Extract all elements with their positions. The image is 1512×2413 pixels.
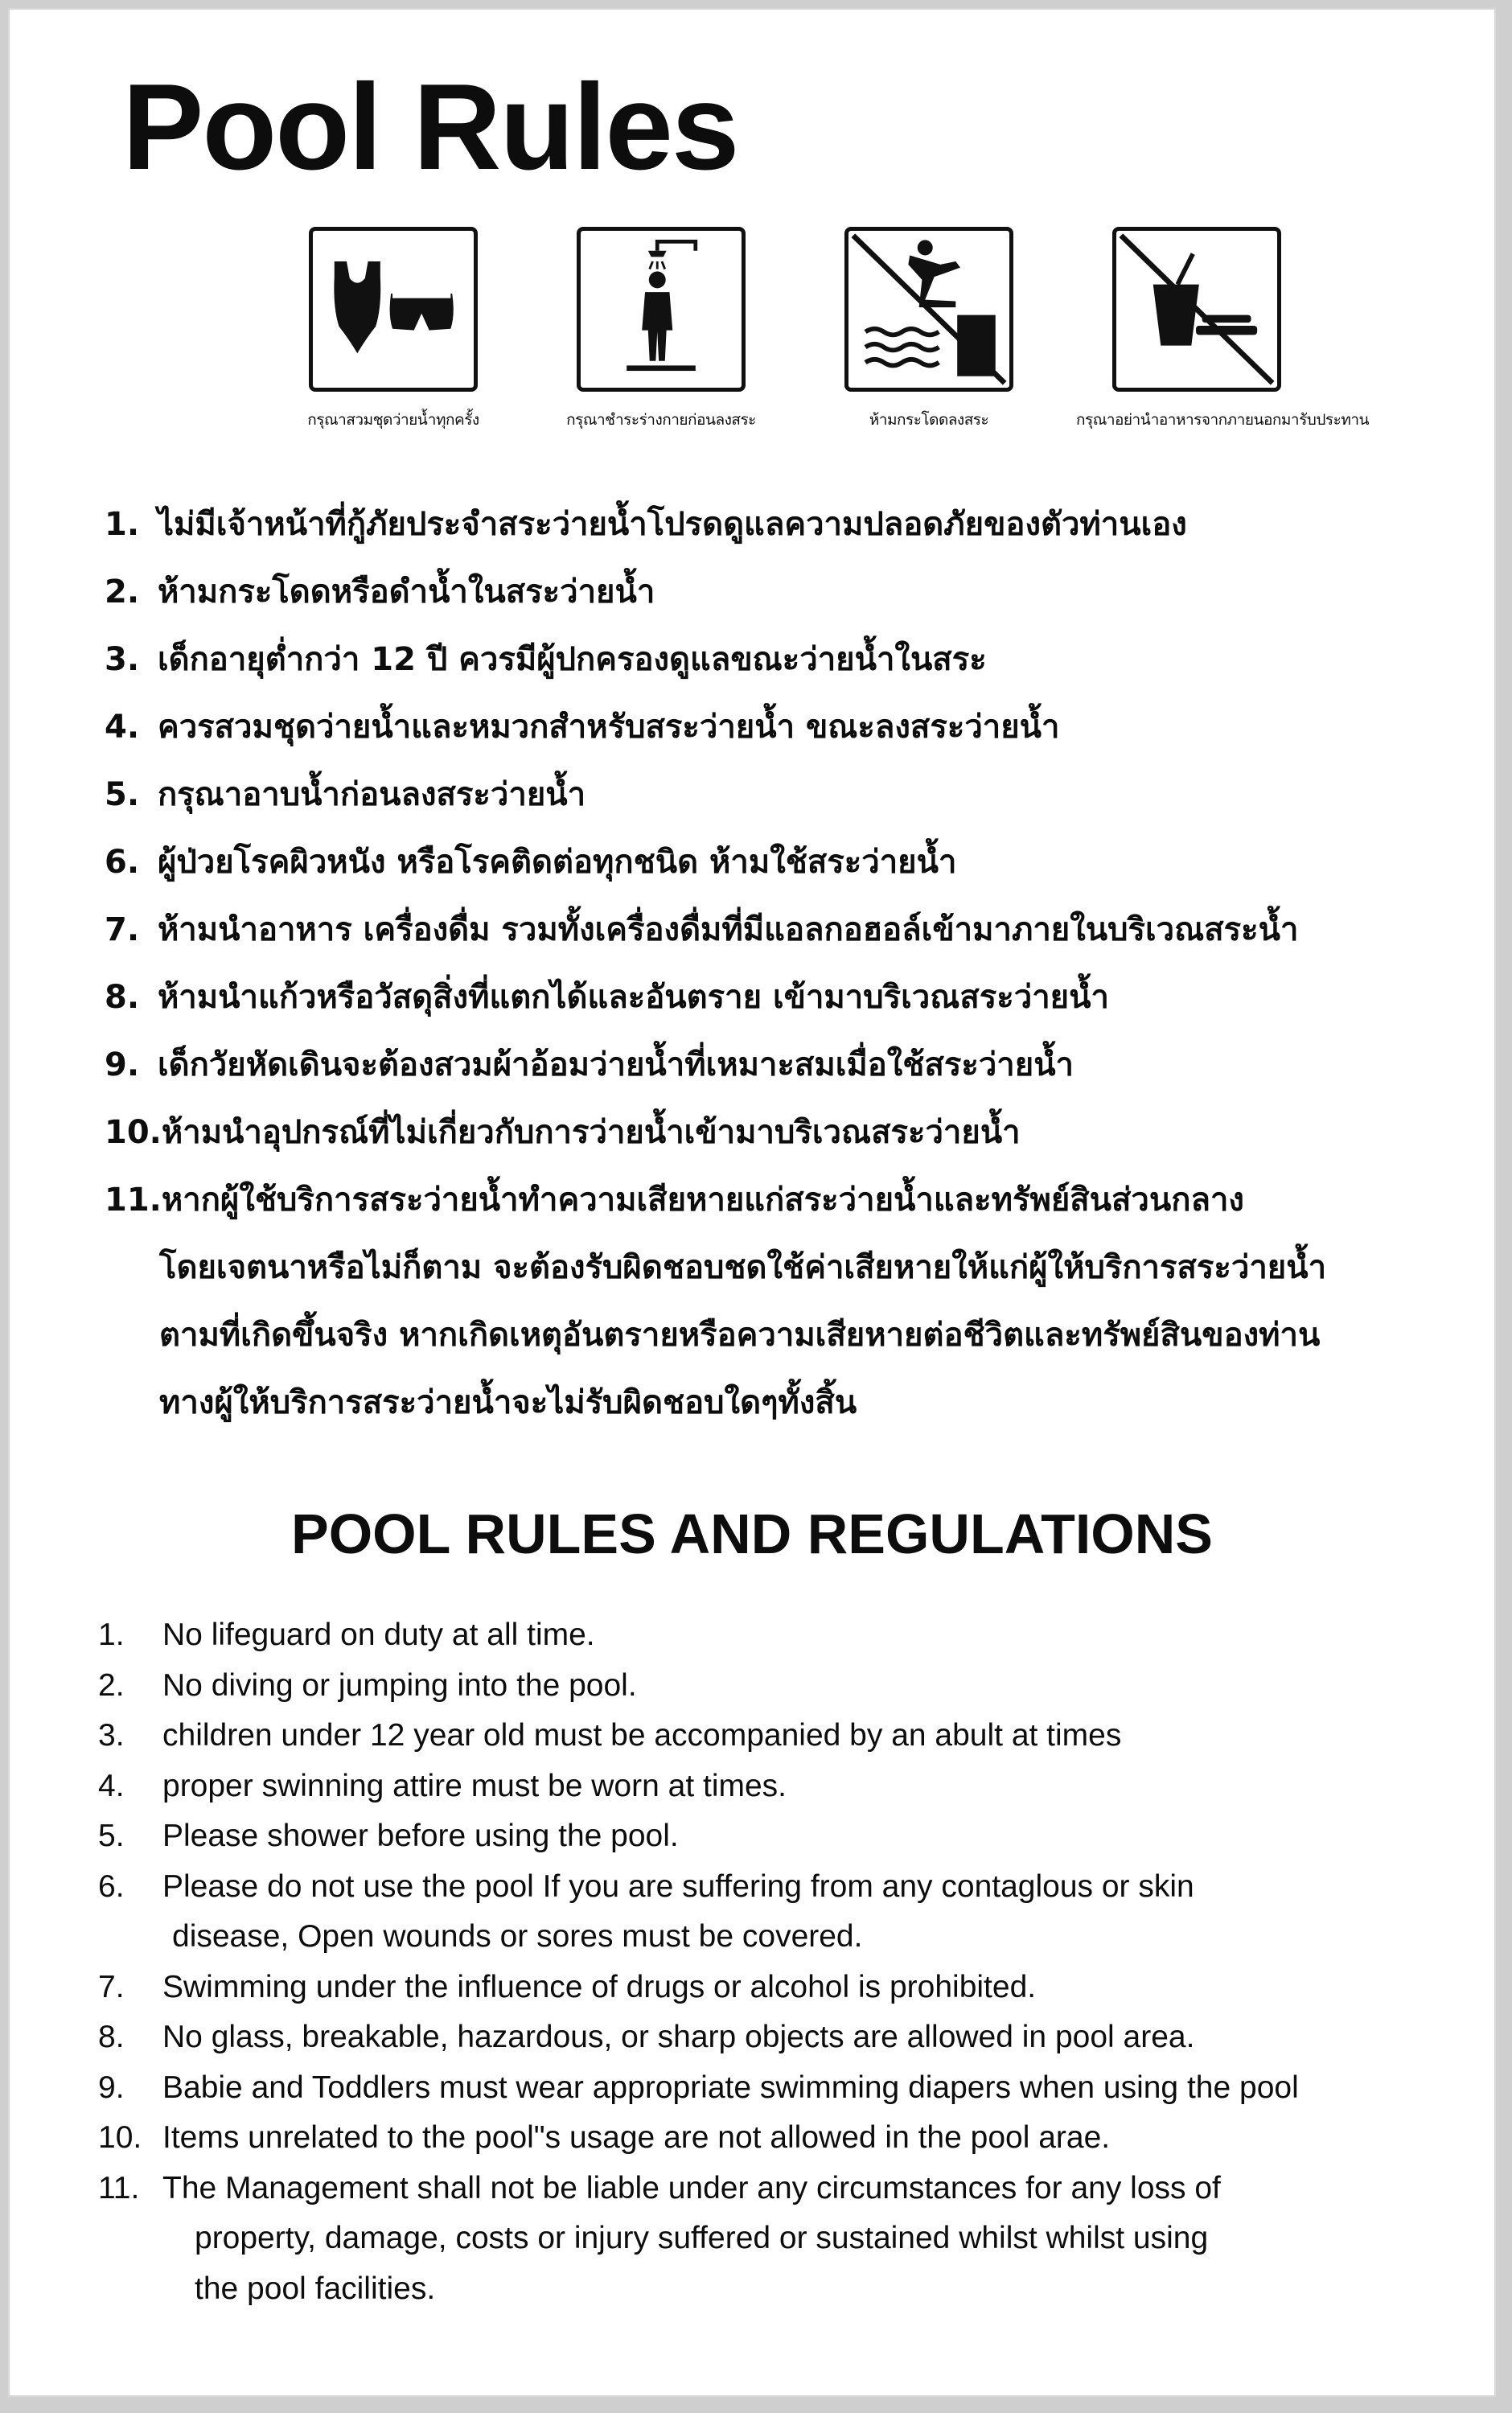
list-item: 8. ห้ามนำแก้วหรือวัสดุสิ่งที่แตกได้และอันตราย เข้ามาบริเวณสระว่ายน้ำ xyxy=(105,979,1109,1016)
icon-cell-swimwear xyxy=(273,227,514,432)
icon-caption: กรุณาชำระร่างกายก่อนลงสระ xyxy=(566,411,756,429)
list-item-continuation: ตามที่เกิดขึ้นจริง หากเกิดเหตุอันตรายหรือความเสียหายต่อชีวิตและทรัพย์สินของท่าน xyxy=(159,1317,1321,1354)
list-item: 11. The Management shall not be liable under any circumstances for any loss of xyxy=(98,2170,1221,2205)
english-heading: POOL RULES AND REGULATIONS xyxy=(291,1502,1213,1565)
pictogram-row xyxy=(10,227,1494,468)
swimwear-icon xyxy=(309,227,478,392)
english-rules-list xyxy=(98,1610,1465,2314)
list-item: 10. Items unrelated to the pool"s usage are not allowed in the pool arae. xyxy=(98,2120,1111,2155)
list-item: 3. children under 12 year old must be accompanied by an abult at times xyxy=(98,1718,1122,1753)
list-item: 5. กรุณาอาบน้ำก่อนลงสระว่ายน้ำ xyxy=(105,776,586,813)
list-item-continuation: ทางผู้ให้บริการสระว่ายน้ำจะไม่รับผิดชอบใดๆทั้งสิ้น xyxy=(159,1384,857,1421)
list-item: 4. ควรสวมชุดว่ายน้ำและหมวกสำหรับสระว่ายน้ำ ขณะลงสระว่ายน้ำ xyxy=(105,709,1060,746)
list-item: 1. ไม่มีเจ้าหน้าที่กู้ภัยประจำสระว่ายน้ำโปรดดูแลความปลอดภัยของตัวท่านเอง xyxy=(105,506,1187,543)
list-item-continuation: the pool facilities. xyxy=(195,2271,436,2306)
page-title: Pool Rules xyxy=(122,59,738,195)
list-item-continuation: property, damage, costs or injury suffered or sustained whilst whilst using xyxy=(195,2221,1209,2255)
list-item-continuation: โดยเจตนาหรือไม่ก็ตาม จะต้องรับผิดชอบชดใช้ค่าเสียหายให้แก่ผู้ให้บริการสระว่ายน้ำ xyxy=(159,1249,1327,1286)
list-item: 11.หากผู้ใช้บริการสระว่ายน้ำทำความเสียหายแก่สระว่ายน้ำและทรัพย์สินส่วนกลาง xyxy=(105,1182,1244,1219)
icon-cell-no-diving xyxy=(808,227,1050,432)
icon-caption: ห้ามกระโดดลงสระ xyxy=(869,411,989,429)
list-item: 8. No glass, breakable, hazardous, or sharp objects are allowed in pool area. xyxy=(98,2020,1195,2054)
list-item-continuation: disease, Open wounds or sores must be covered. xyxy=(172,1919,863,1954)
list-item: 6. Please do not use the pool If you are suffering from any contaglous or skin xyxy=(98,1868,1194,1904)
list-item: 2. No diving or jumping into the pool. xyxy=(98,1667,637,1703)
pool-rules-sign xyxy=(8,8,1496,2397)
list-item: 9. Babie and Toddlers must wear appropriate swimming diapers when using the pool xyxy=(98,2070,1299,2105)
list-item: 7. ห้ามนำอาหาร เครื่องดื่ม รวมทั้งเครื่องดื่มที่มีแอลกอฮอล์เข้ามาภายในบริเวณสระน้ำ xyxy=(105,911,1299,948)
list-item: 1. No lifeguard on duty at all time. xyxy=(98,1618,595,1652)
list-item: 5. Please shower before using the pool. xyxy=(98,1819,679,1853)
thai-rules-list xyxy=(105,491,1440,1437)
list-item: 10.ห้ามนำอุปกรณ์ที่ไม่เกี่ยวกับการว่ายน้ำเข้ามาบริเวณสระว่ายน้ำ xyxy=(105,1114,1021,1151)
list-item: 9. เด็กวัยหัดเดินจะต้องสวมผ้าอ้อมว่ายน้ำที่เหมาะสมเมื่อใช้สระว่ายน้ำ xyxy=(105,1046,1074,1083)
icon-cell-shower xyxy=(540,227,782,432)
shower-icon xyxy=(577,227,746,392)
list-item: 3. เด็กอายุต่ำกว่า 12 ปี ควรมีผู้ปกครองดูแลขณะว่ายน้ำในสระ xyxy=(105,641,987,678)
no-food-drink-icon xyxy=(1112,227,1281,392)
icon-cell-no-food xyxy=(1076,227,1369,432)
list-item: 7. Swimming under the influence of drugs or alcohol is prohibited. xyxy=(98,1969,1037,2004)
icon-caption: กรุณาอย่านำอาหารจากภายนอกมารับประทาน xyxy=(1076,411,1369,429)
icon-caption: กรุณาสวมชุดว่ายน้ำทุกครั้ง xyxy=(307,411,479,429)
list-item: 6. ผู้ป่วยโรคผิวหนัง หรือโรคติดต่อทุกชนิด ห้ามใช้สระว่ายน้ำ xyxy=(105,844,957,881)
list-item: 2. ห้ามกระโดดหรือดำน้ำในสระว่ายน้ำ xyxy=(105,573,655,610)
list-item: 4. proper swinning attire must be worn at times. xyxy=(98,1768,787,1803)
no-diving-icon xyxy=(844,227,1013,392)
